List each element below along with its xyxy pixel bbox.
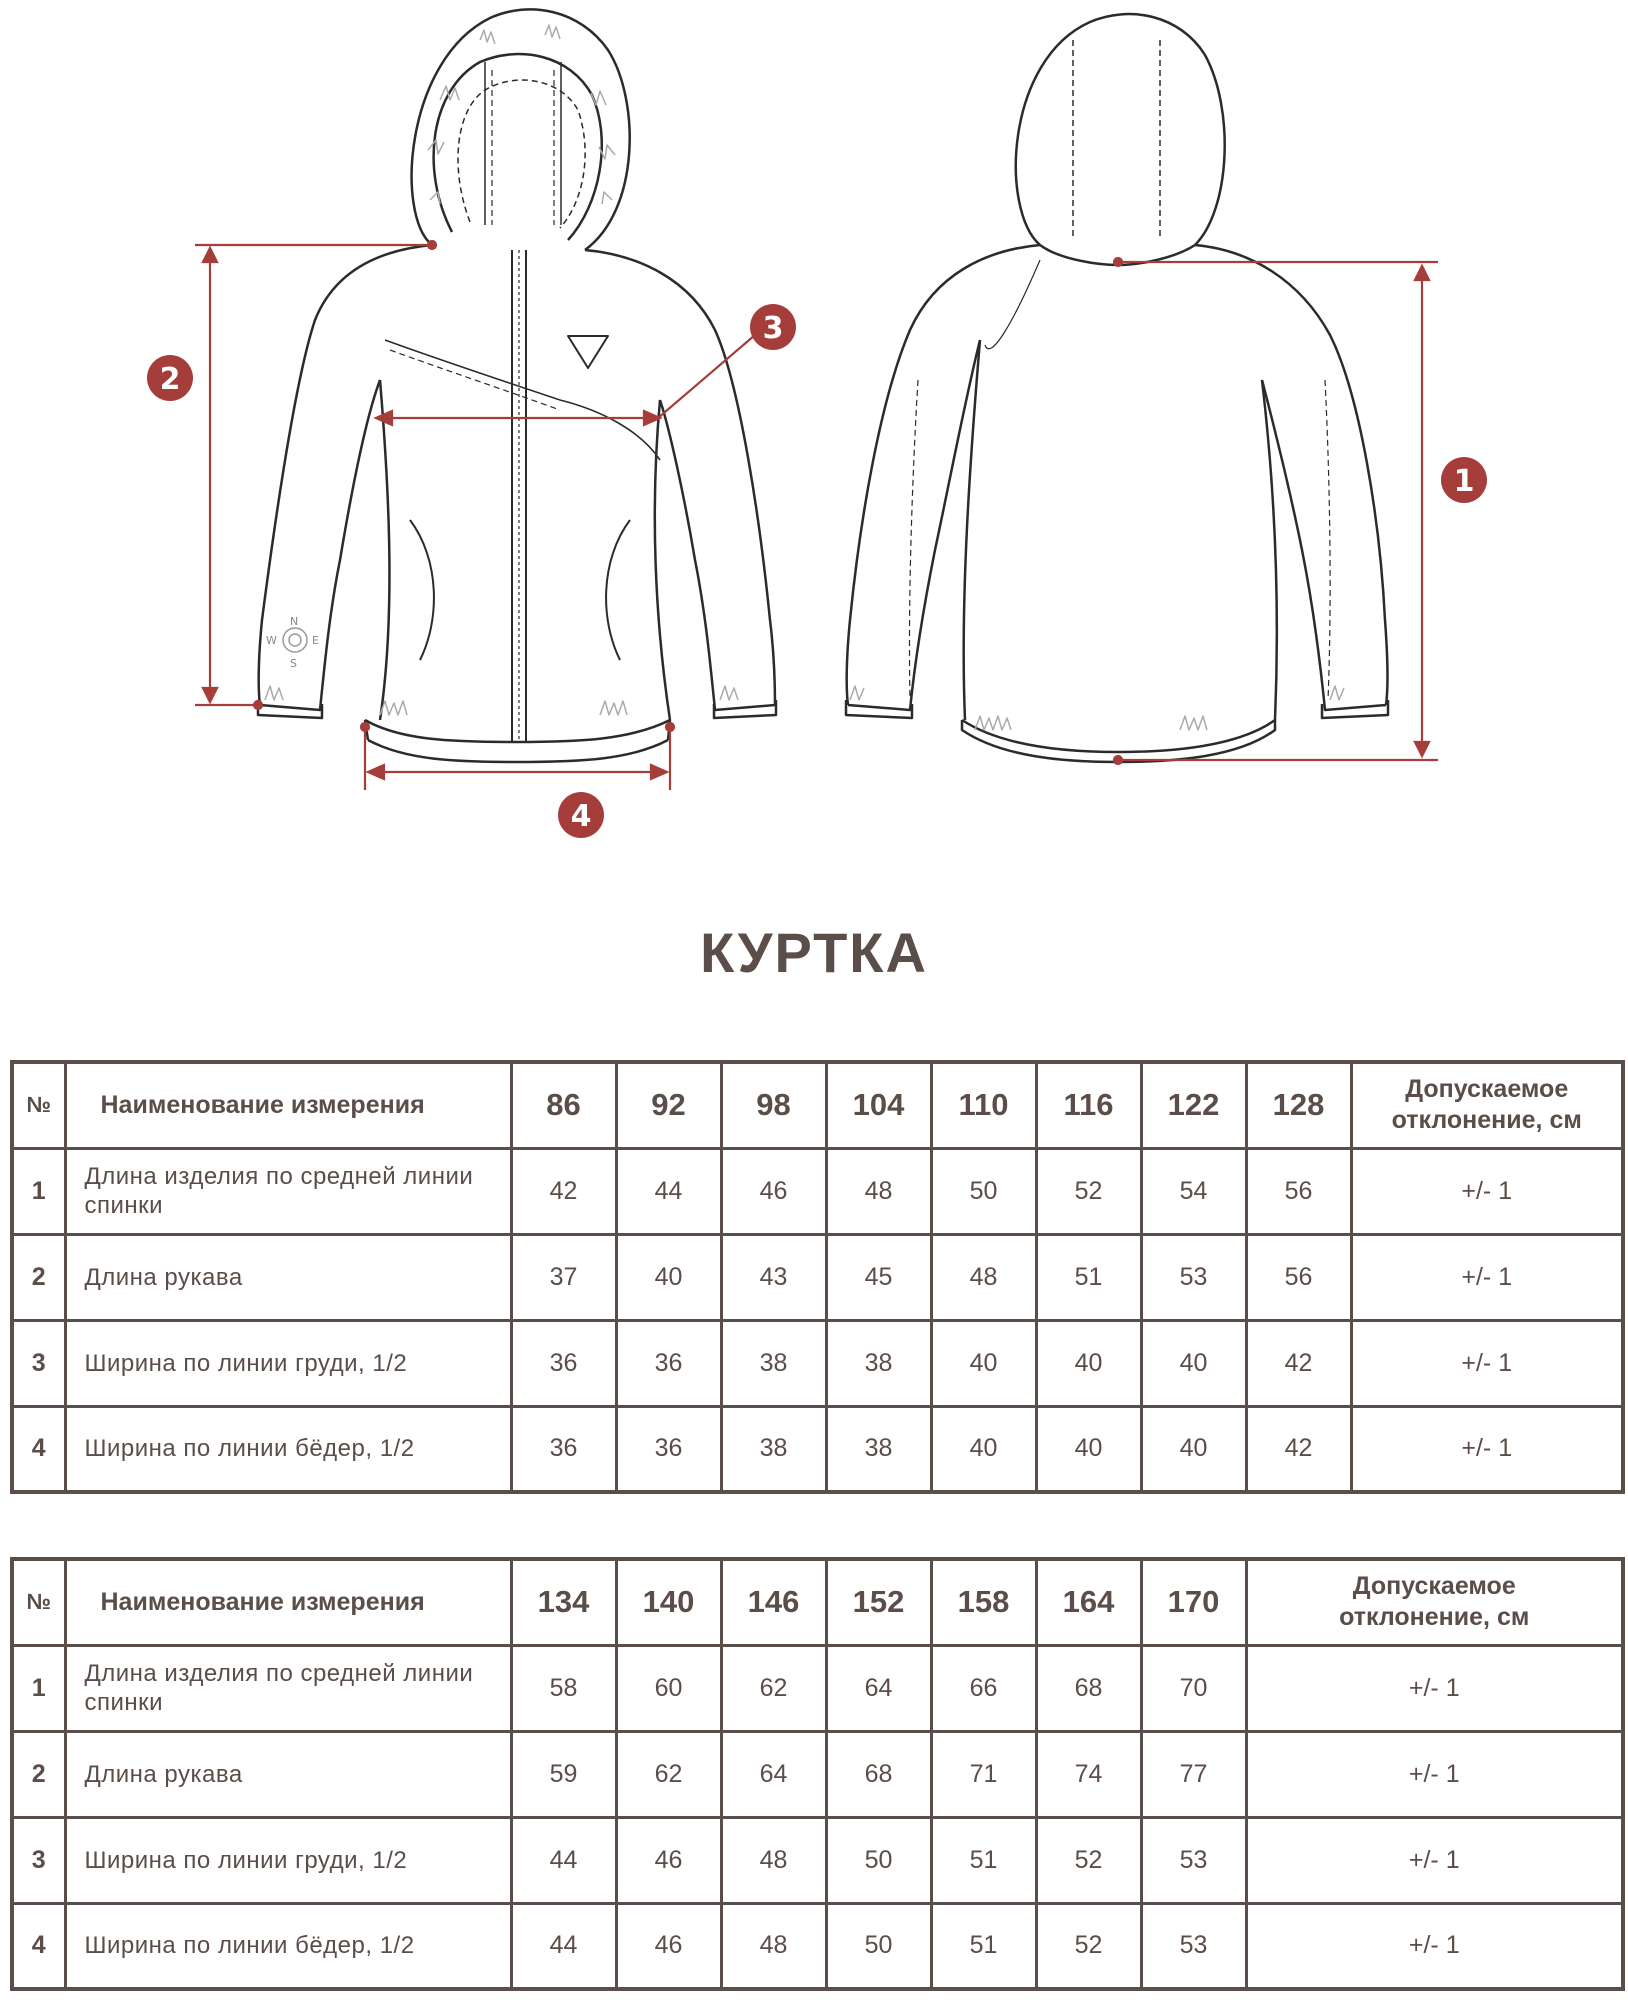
tolerance-header-line1: Допускаемое xyxy=(1352,1572,1516,1601)
size-header: 98 xyxy=(721,1062,826,1148)
compass-w: W xyxy=(266,634,277,647)
size-table-1 xyxy=(10,1060,1625,1494)
row-name: Ширина по линии бёдер, 1/2 xyxy=(65,1903,511,1989)
value-cell: 52 xyxy=(1036,1148,1141,1234)
value-cell: 40 xyxy=(616,1234,721,1320)
row-name: Длина изделия по средней линии спинки xyxy=(65,1645,511,1731)
row-name: Ширина по линии груди, 1/2 xyxy=(65,1817,511,1903)
row-number: 1 xyxy=(12,1148,65,1234)
size-header: 92 xyxy=(616,1062,721,1148)
value-cell: 37 xyxy=(511,1234,616,1320)
value-cell: 38 xyxy=(826,1406,931,1492)
tolerance-cell: +/- 1 xyxy=(1351,1320,1623,1406)
value-cell: 40 xyxy=(1141,1406,1246,1492)
marker-1-label: 1 xyxy=(1453,464,1475,499)
row-number: 2 xyxy=(12,1731,65,1817)
table-header-row xyxy=(12,1559,1623,1645)
value-cell: 44 xyxy=(511,1817,616,1903)
size-header: 110 xyxy=(931,1062,1036,1148)
value-cell: 52 xyxy=(1036,1903,1141,1989)
table-row xyxy=(12,1817,1623,1903)
size-table-2 xyxy=(10,1557,1625,1991)
value-cell: 51 xyxy=(931,1903,1036,1989)
tolerance-header-line2: отклонение, см xyxy=(1391,1106,1582,1135)
table-header-row xyxy=(12,1062,1623,1148)
value-cell: 68 xyxy=(1036,1645,1141,1731)
value-cell: 53 xyxy=(1141,1234,1246,1320)
value-cell: 40 xyxy=(1036,1320,1141,1406)
size-header: 158 xyxy=(931,1559,1036,1645)
value-cell: 46 xyxy=(616,1903,721,1989)
value-cell: 38 xyxy=(721,1320,826,1406)
col-name-header: Наименование измерения xyxy=(65,1559,511,1645)
value-cell: 58 xyxy=(511,1645,616,1731)
tolerance-cell: +/- 1 xyxy=(1351,1148,1623,1234)
value-cell: 36 xyxy=(511,1406,616,1492)
row-name: Ширина по линии груди, 1/2 xyxy=(65,1320,511,1406)
tolerance-cell: +/- 1 xyxy=(1246,1903,1623,1989)
tolerance-cell: +/- 1 xyxy=(1351,1234,1623,1320)
value-cell: 38 xyxy=(721,1406,826,1492)
jacket-measurement-diagram xyxy=(0,0,1628,860)
value-cell: 40 xyxy=(931,1406,1036,1492)
value-cell: 50 xyxy=(931,1148,1036,1234)
size-header: 170 xyxy=(1141,1559,1246,1645)
value-cell: 42 xyxy=(511,1148,616,1234)
value-cell: 38 xyxy=(826,1320,931,1406)
value-cell: 40 xyxy=(1141,1320,1246,1406)
size-header: 104 xyxy=(826,1062,931,1148)
row-number: 1 xyxy=(12,1645,65,1731)
value-cell: 36 xyxy=(511,1320,616,1406)
value-cell: 64 xyxy=(721,1731,826,1817)
table-row xyxy=(12,1731,1623,1817)
size-header: 164 xyxy=(1036,1559,1141,1645)
value-cell: 48 xyxy=(721,1903,826,1989)
jacket-back-drawing xyxy=(846,14,1388,762)
size-header: 122 xyxy=(1141,1062,1246,1148)
compass-icon xyxy=(266,615,319,670)
value-cell: 54 xyxy=(1141,1148,1246,1234)
value-cell: 48 xyxy=(721,1817,826,1903)
tolerance-header-line1: Допускаемое xyxy=(1405,1075,1569,1104)
compass-s: S xyxy=(290,657,297,670)
value-cell: 52 xyxy=(1036,1817,1141,1903)
tolerance-header xyxy=(1246,1559,1623,1645)
value-cell: 70 xyxy=(1141,1645,1246,1731)
value-cell: 77 xyxy=(1141,1731,1246,1817)
value-cell: 40 xyxy=(1036,1406,1141,1492)
value-cell: 36 xyxy=(616,1406,721,1492)
row-name: Длина рукава xyxy=(65,1731,511,1817)
value-cell: 44 xyxy=(511,1903,616,1989)
table-row xyxy=(12,1406,1623,1492)
value-cell: 56 xyxy=(1246,1234,1351,1320)
value-cell: 43 xyxy=(721,1234,826,1320)
size-header: 140 xyxy=(616,1559,721,1645)
row-number: 2 xyxy=(12,1234,65,1320)
value-cell: 59 xyxy=(511,1731,616,1817)
value-cell: 64 xyxy=(826,1645,931,1731)
col-num-header: № xyxy=(12,1559,65,1645)
value-cell: 71 xyxy=(931,1731,1036,1817)
value-cell: 50 xyxy=(826,1817,931,1903)
measure-line-hip xyxy=(361,723,674,790)
row-number: 4 xyxy=(12,1903,65,1989)
value-cell: 53 xyxy=(1141,1903,1246,1989)
value-cell: 46 xyxy=(616,1817,721,1903)
table-row xyxy=(12,1148,1623,1234)
value-cell: 50 xyxy=(826,1903,931,1989)
value-cell: 62 xyxy=(721,1645,826,1731)
row-name: Ширина по линии бёдер, 1/2 xyxy=(65,1406,511,1492)
size-header: 146 xyxy=(721,1559,826,1645)
compass-e: E xyxy=(312,634,319,647)
table-row xyxy=(12,1234,1623,1320)
marker-3-label: 3 xyxy=(762,311,784,346)
value-cell: 53 xyxy=(1141,1817,1246,1903)
tolerance-header xyxy=(1351,1062,1623,1148)
table-row xyxy=(12,1320,1623,1406)
row-name: Длина рукава xyxy=(65,1234,511,1320)
size-header: 152 xyxy=(826,1559,931,1645)
row-number: 3 xyxy=(12,1817,65,1903)
tolerance-cell: +/- 1 xyxy=(1246,1817,1623,1903)
jacket-front-drawing xyxy=(258,9,776,762)
tolerance-cell: +/- 1 xyxy=(1246,1645,1623,1731)
row-number: 4 xyxy=(12,1406,65,1492)
tolerance-cell: +/- 1 xyxy=(1246,1731,1623,1817)
value-cell: 36 xyxy=(616,1320,721,1406)
value-cell: 42 xyxy=(1246,1406,1351,1492)
value-cell: 51 xyxy=(1036,1234,1141,1320)
row-number: 3 xyxy=(12,1320,65,1406)
tolerance-cell: +/- 1 xyxy=(1351,1406,1623,1492)
size-header: 86 xyxy=(511,1062,616,1148)
col-name-header: Наименование измерения xyxy=(65,1062,511,1148)
table-row xyxy=(12,1645,1623,1731)
page-title: КУРТКА xyxy=(700,921,928,984)
marker-2-label: 2 xyxy=(159,362,181,397)
value-cell: 48 xyxy=(931,1234,1036,1320)
value-cell: 68 xyxy=(826,1731,931,1817)
col-num-header: № xyxy=(12,1062,65,1148)
tolerance-header-line2: отклонение, см xyxy=(1339,1603,1530,1632)
value-cell: 51 xyxy=(931,1817,1036,1903)
value-cell: 46 xyxy=(721,1148,826,1234)
value-cell: 44 xyxy=(616,1148,721,1234)
size-header: 116 xyxy=(1036,1062,1141,1148)
value-cell: 45 xyxy=(826,1234,931,1320)
value-cell: 74 xyxy=(1036,1731,1141,1817)
size-header: 134 xyxy=(511,1559,616,1645)
value-cell: 40 xyxy=(931,1320,1036,1406)
value-cell: 48 xyxy=(826,1148,931,1234)
row-name: Длина изделия по средней линии спинки xyxy=(65,1148,511,1234)
compass-n: N xyxy=(290,615,299,628)
marker-1-badge xyxy=(1441,457,1487,503)
marker-4-label: 4 xyxy=(570,799,592,834)
value-cell: 60 xyxy=(616,1645,721,1731)
value-cell: 56 xyxy=(1246,1148,1351,1234)
marker-2-badge xyxy=(147,355,193,401)
marker-3-badge xyxy=(750,304,796,350)
value-cell: 62 xyxy=(616,1731,721,1817)
value-cell: 42 xyxy=(1246,1320,1351,1406)
marker-4-badge xyxy=(558,792,604,838)
size-header: 128 xyxy=(1246,1062,1351,1148)
table-row xyxy=(12,1903,1623,1989)
measure-line-chest xyxy=(376,335,755,425)
value-cell: 66 xyxy=(931,1645,1036,1731)
